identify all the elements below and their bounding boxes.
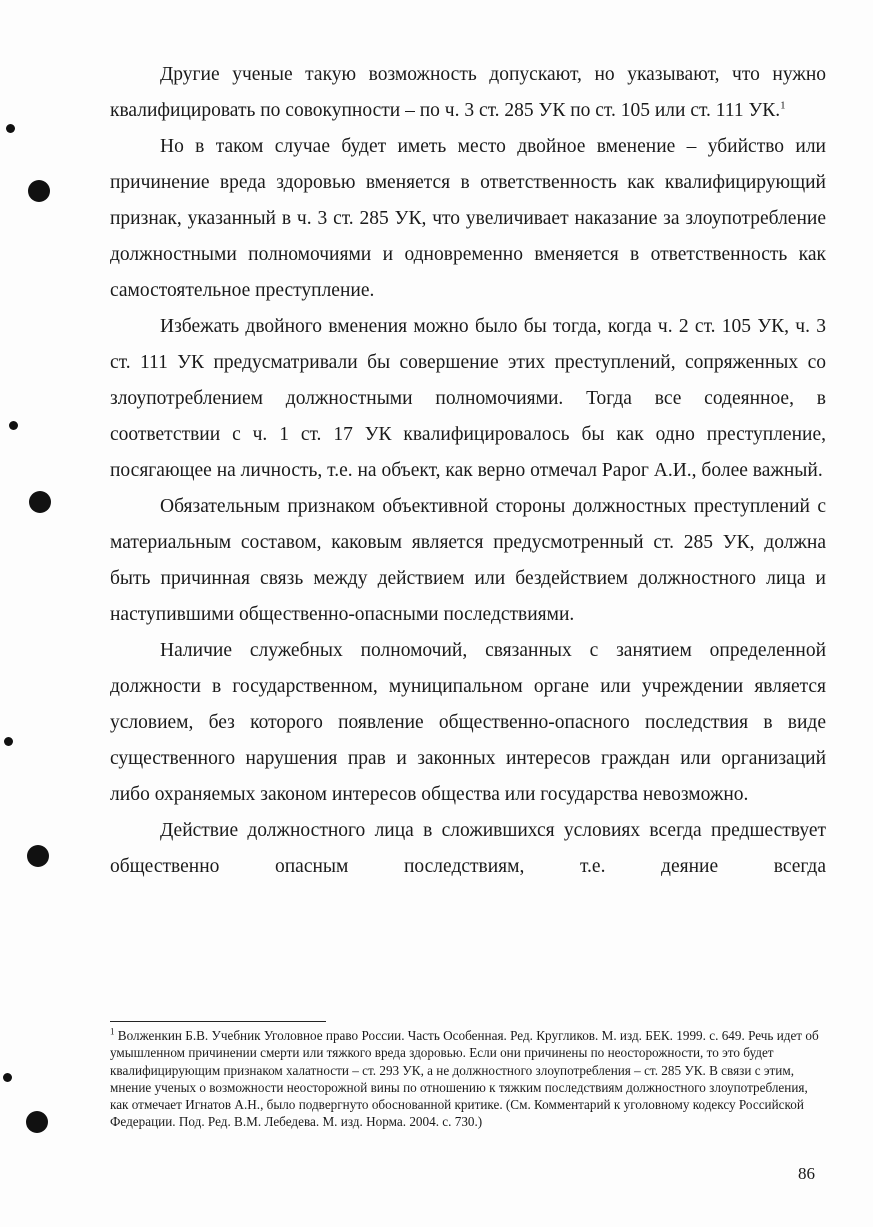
paragraph-5: Наличие служебных полномочий, связанных с занятием определенной должности в государственном, муниципальном органе или учреждении является условием, без которого появление общественно-опасного последствия в виде существенного нарушения прав и законных интересов граждан или организаций либо охраняемых законом интересов общества или государства невозможно. bbox=[110, 640, 826, 805]
paragraph-4: Обязательным признаком объективной стороны должностных преступлений с материальным составом, каковым является предусмотренный ст. 285 УК, должна быть причинная связь между действием или бездействием должностного лица и наступившими общественно-опасными последствиями. bbox=[110, 496, 826, 625]
footnote-text: Волженкин Б.В. Учебник Уголовное право России. Часть Особенная. Ред. Кругликов. М. изд. БЕК. 1999. с. 649. Речь идет об умышленном причинении смерти или тяжкого вреда здоровью. Если они причинены по неосторожности, то это будет квалифицирующим признаком халатности – ст. 293 УК, а не должностного злоупотребления – ст. 285 УК. В связи с этим, мнение ученых о возможности неосторожной вины по отношению к тяжким последствиям должностного злоупотребления, как отмечает Игнатов А.Н., было подвергнуто обоснованной критике. (См. Комментарий к уголовному кодексу Российской Федерации. Под. Ред. В.М. Лебедева. М. изд. Норма. 2004. с. 730.) bbox=[110, 1028, 819, 1130]
paragraph-6: Действие должностного лица в сложившихся условиях всегда предшествует общественно опасным последствиям, т.е. деяние всегда bbox=[110, 820, 826, 877]
footnote-mark: 1 bbox=[110, 1026, 115, 1037]
punch-hole bbox=[27, 845, 49, 867]
paragraph-1-text: Другие ученые такую возможность допускают, но указывают, что нужно квалифицировать по совокупности – по ч. 3 ст. 285 УК по ст. 105 или ст. 111 УК. bbox=[110, 64, 826, 121]
paragraph-3: Избежать двойного вменения можно было бы тогда, когда ч. 2 ст. 105 УК, ч. 3 ст. 111 УК предусматривали бы совершение этих преступлений, сопряженных со злоупотреблением должностными полномочиями. Тогда все содеянное, в соответствии с ч. 1 ст. 17 УК квалифицировалось бы как одно преступление, посягающее на личность, т.е. на объект, как верно отмечал Рарог А.И., более важный. bbox=[110, 316, 826, 481]
footnote-separator bbox=[110, 1021, 326, 1022]
punch-hole-mark bbox=[9, 421, 18, 430]
punch-hole bbox=[29, 491, 51, 513]
paragraph-1 bbox=[110, 57, 826, 129]
body-text bbox=[110, 57, 826, 885]
punch-hole-mark bbox=[4, 737, 13, 746]
paragraph-2: Но в таком случае будет иметь место двойное вменение – убийство или причинение вреда здоровью вменяется в ответственность как квалифицирующий признак, указанный в ч. 3 ст. 285 УК, что увеличивает наказание за злоупотребление должностными полномочиями и одновременно вменяется в ответственность как самостоятельное преступление. bbox=[110, 136, 826, 301]
punch-hole-mark bbox=[3, 1073, 12, 1082]
footnote-reference[interactable]: 1 bbox=[780, 99, 786, 112]
page-number: 86 bbox=[798, 1164, 815, 1183]
footnote bbox=[110, 1027, 826, 1131]
punch-hole-mark bbox=[6, 124, 15, 133]
punch-hole bbox=[28, 180, 50, 202]
punch-hole bbox=[26, 1111, 48, 1133]
